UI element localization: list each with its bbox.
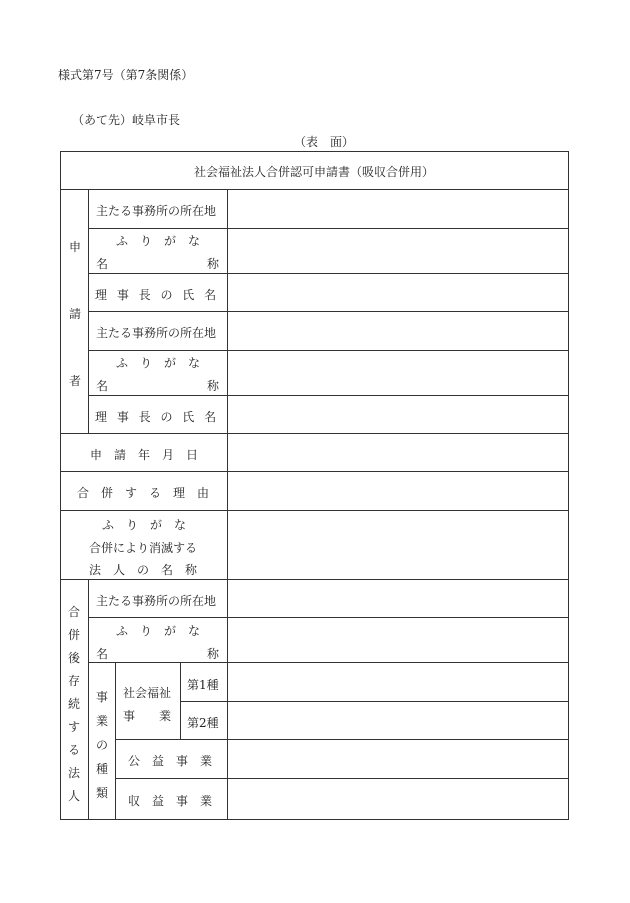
- applicant2-office-label: 主たる事務所の所在地: [96, 326, 217, 340]
- surviving-name-right: 称: [207, 647, 220, 661]
- business-type-label-1: 事: [96, 690, 109, 704]
- applicant2-name-left: 名: [96, 379, 109, 393]
- surviving-label-8: 法: [68, 766, 81, 780]
- surviving-furigana-label: ふ り が な: [116, 624, 201, 638]
- surviving-label-6: す: [68, 720, 81, 734]
- applicant1-office-label: 主たる事務所の所在地: [96, 204, 217, 218]
- applicant-label-3: 者: [69, 374, 82, 388]
- applicant2-chair-label: 理 事 長 の 氏 名: [95, 410, 217, 424]
- applicant-label-1: 申: [69, 240, 82, 254]
- applicant-label-2: 請: [69, 307, 82, 321]
- business-type-label-4: 種: [96, 762, 109, 776]
- applicant1-furigana-label: ふ り が な: [116, 234, 201, 248]
- public-interest-label: 公 益 事 業: [128, 754, 213, 768]
- dissolving-label-line2: 合併により消滅する: [89, 541, 198, 555]
- surviving-label-4: 存: [68, 674, 81, 688]
- surviving-name-left: 名: [96, 647, 109, 661]
- applicant1-name-left: 名: [96, 257, 109, 271]
- business-type-label-5: 類: [96, 786, 109, 800]
- addressee: （あて先）岐阜市長: [72, 113, 181, 127]
- type1-label: 第1種: [187, 678, 219, 692]
- business-type-label-2: 業: [96, 714, 109, 728]
- profit-business-label: 収 益 事 業: [128, 794, 213, 808]
- surviving-label-7: る: [68, 743, 81, 757]
- applicant2-name-right: 称: [207, 379, 220, 393]
- form-title: 社会福祉法人合併認可申請書（吸収合併用）: [193, 165, 434, 179]
- business-type-label-3: の: [96, 738, 109, 752]
- dissolving-furigana-label: ふ り が な: [102, 518, 187, 532]
- form-number: 様式第7号（第7条関係）: [58, 68, 194, 82]
- surviving-label-5: 続: [68, 697, 81, 711]
- application-date-label: 申 請 年 月 日: [90, 448, 199, 462]
- side-label: （表 面）: [294, 135, 355, 149]
- applicant1-name-right: 称: [207, 257, 220, 271]
- surviving-office-label: 主たる事務所の所在地: [96, 594, 217, 608]
- social-welfare-label2: 事 業: [123, 709, 172, 723]
- surviving-label-3: 後: [68, 651, 81, 665]
- applicant2-furigana-label: ふ り が な: [116, 356, 201, 370]
- applicant1-chair-label: 理 事 長 の 氏 名: [95, 288, 217, 302]
- merger-reason-label: 合 併 す る 理 由: [77, 486, 210, 500]
- surviving-label-1: 合: [68, 605, 81, 619]
- surviving-label-2: 併: [68, 628, 81, 642]
- dissolving-label-line3: 法 人 の 名 称: [89, 563, 198, 577]
- surviving-label-9: 人: [68, 789, 81, 803]
- type2-label: 第2種: [187, 716, 219, 730]
- social-welfare-label: 社会福祉: [123, 686, 172, 700]
